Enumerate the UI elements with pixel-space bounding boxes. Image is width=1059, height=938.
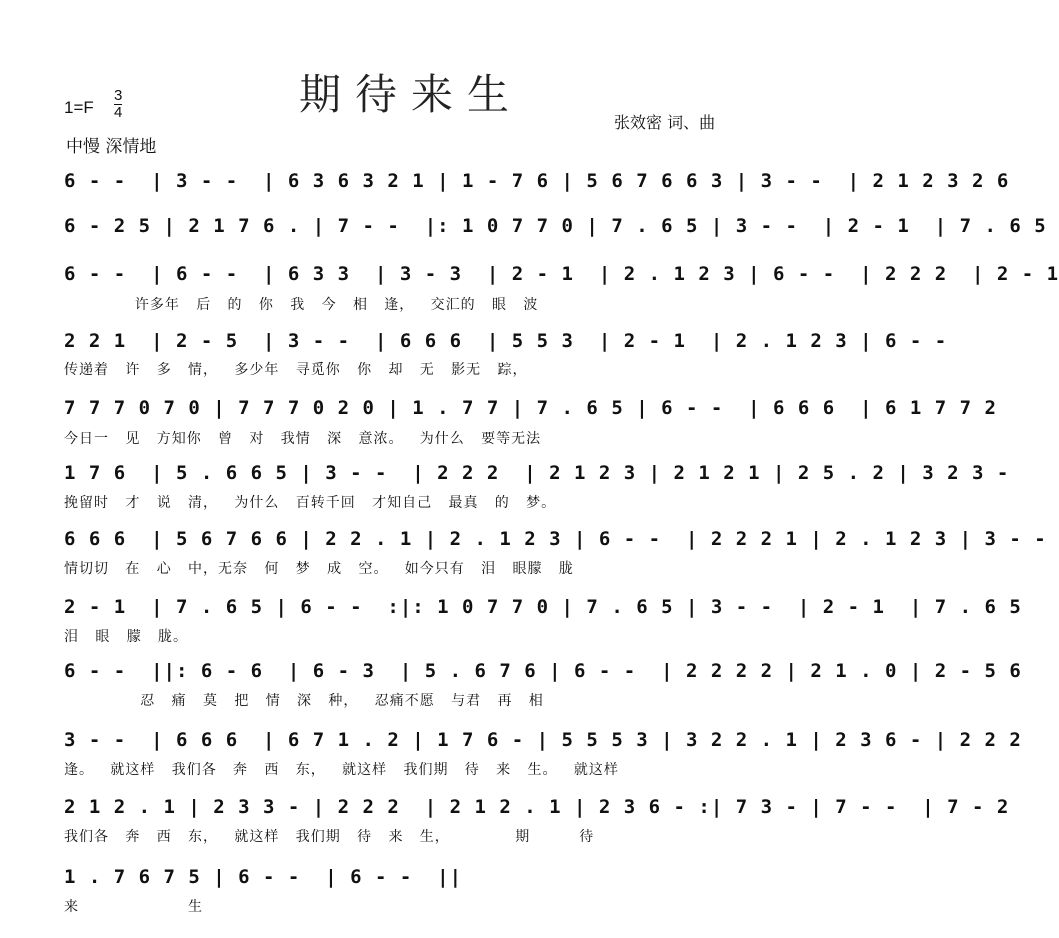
- notation-row: 6 6 6 | 5 6 7 6 6 | 2 2 . 1 | 2 . 1 2 3 | 6 - - | 2 2 2 1 | 2 . 1 2 3 | 3 - -: [64, 528, 1047, 550]
- notation-row: 7 7 7 0 7 0 | 7 7 7 0 2 0 | 1 . 7 7 | 7 . 6 5 | 6 - - | 6 6 6 | 6 1 7 7 2: [64, 397, 997, 419]
- time-signature: [114, 88, 122, 121]
- key-signature: 1=F: [64, 98, 94, 117]
- notation-row: 2 2 1 | 2 - 5 | 3 - - | 6 6 6 | 5 5 3 | 2 - 1 | 2 . 1 2 3 | 6 - -: [64, 330, 948, 352]
- notation-row: 3 - - | 6 6 6 | 6 7 1 . 2 | 1 7 6 - | 5 5 5 3 | 3 2 2 . 1 | 2 3 6 - | 2 2 2: [64, 729, 1022, 751]
- lyric-line: 来 生: [64, 899, 204, 915]
- lyric-line: 情切切 在 心 中，无奈 何 梦 成 空。 如今只有 泪 眼朦 胧: [64, 561, 574, 577]
- lyric-line: 忍 痛 莫 把 情 深 种， 忍痛不愿 与君 再 相: [64, 693, 544, 709]
- notation-row: 6 - - | 3 - - | 6 3 6 3 2 1 | 1 - 7 6 | 5 6 7 6 6 3 | 3 - - | 2 1 2 3 2 6: [64, 170, 1010, 192]
- notation-row: 6 - 2 5 | 2 1 7 6 . | 7 - - |: 1 0 7 7 0 | 7 . 6 5 | 3 - - | 2 - 1 | 7 . 6 5: [64, 215, 1047, 237]
- notation-row: 6 - - | 6 - - | 6 3 3 | 3 - 3 | 2 - 1 | 2 . 1 2 3 | 6 - - | 2 2 2 | 2 - 1: [64, 263, 1059, 285]
- tempo-marking: 中慢 深情地: [66, 137, 157, 157]
- song-title: 期待来生: [298, 70, 523, 119]
- notation-row: 2 1 2 . 1 | 2 3 3 - | 2 2 2 | 2 1 2 . 1 | 2 3 6 - :| 7 3 - | 7 - - | 7 - 2: [64, 796, 1010, 818]
- lyric-line: 今日一 见 方知你 曾 对 我情 深 意浓。 为什么 要等无法: [64, 431, 542, 447]
- notation-row: 6 - - ||: 6 - 6 | 6 - 3 | 5 . 6 7 6 | 6 - - | 2 2 2 2 | 2 1 . 0 | 2 - 5 6: [64, 660, 1022, 682]
- notation-row: 1 . 7 6 7 5 | 6 - - | 6 - - ||: [64, 866, 463, 888]
- lyric-line: 传递着 许 多 情， 多少年 寻觅你 你 却 无 影无 踪，: [64, 362, 528, 378]
- composer-credit: 张效密 词、曲: [614, 113, 716, 132]
- lyric-line: 挽留时 才 说 清， 为什么 百转千回 才知自己 最真 的 梦。: [64, 495, 557, 511]
- lyric-line: 逢。 就这样 我们各 奔 西 东， 就这样 我们期 待 来 生。 就这样: [64, 762, 619, 778]
- time-signature-bottom: 4: [114, 104, 123, 121]
- lyric-line: 许多年 后 的 你 我 今 相 逢， 交汇的 眼 波: [64, 297, 539, 313]
- time-signature-top: 3: [114, 87, 123, 104]
- lyric-line: 我们各 奔 西 东， 就这样 我们期 待 来 生， 期 待: [64, 829, 595, 845]
- notation-row: 1 7 6 | 5 . 6 6 5 | 3 - - | 2 2 2 | 2 1 2 3 | 2 1 2 1 | 2 5 . 2 | 3 2 3 -: [64, 462, 1010, 484]
- lyric-line: 泪 眼 朦 胧。: [64, 629, 189, 645]
- notation-row: 2 - 1 | 7 . 6 5 | 6 - - :|: 1 0 7 7 0 | 7 . 6 5 | 3 - - | 2 - 1 | 7 . 6 5: [64, 596, 1022, 618]
